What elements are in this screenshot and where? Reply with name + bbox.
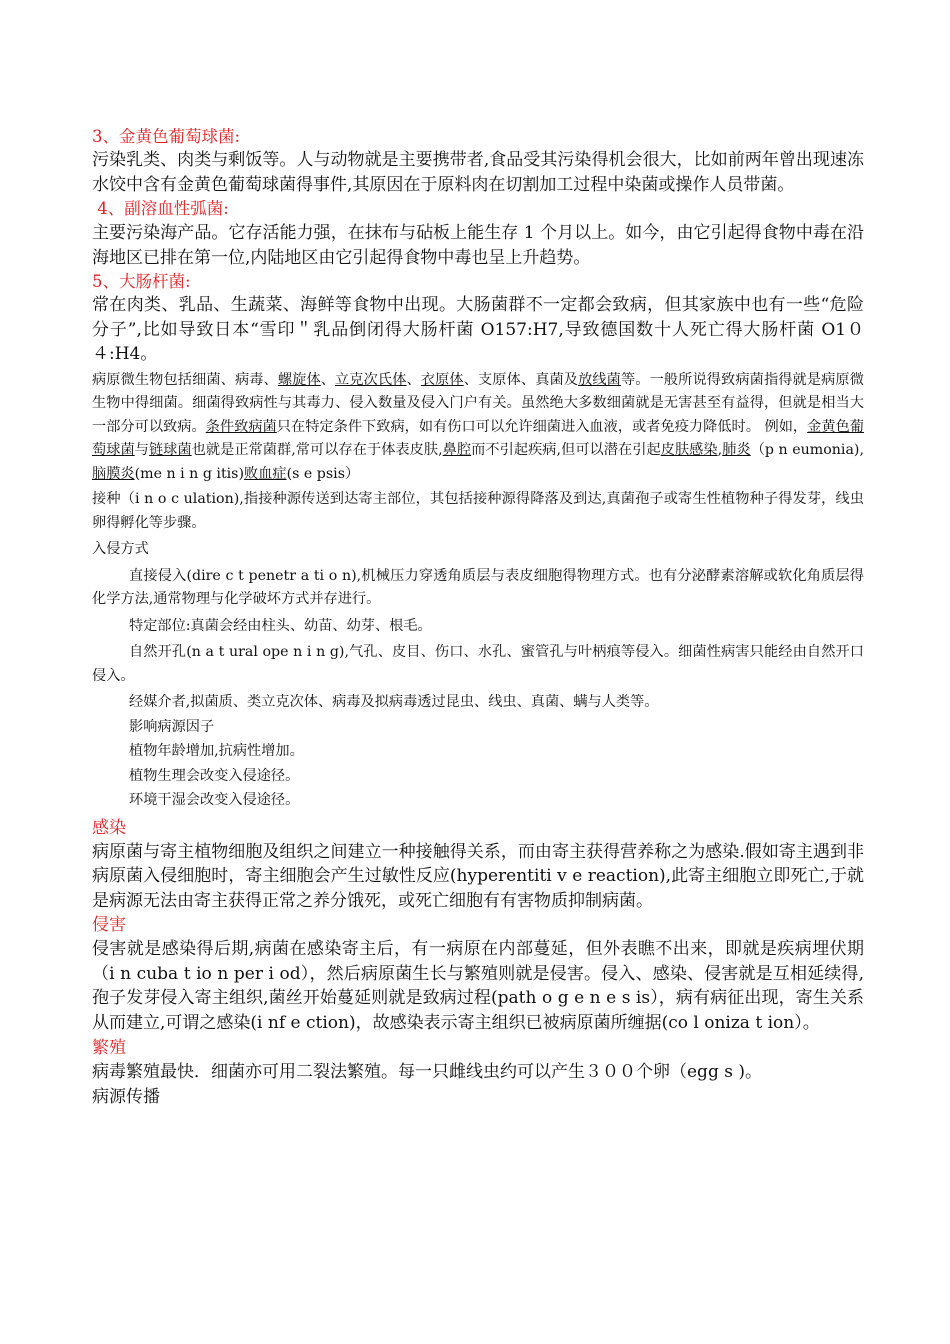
link-sepsis[interactable]: 败血症	[244, 465, 287, 482]
factor-age: 植物年龄增加,抗病性增加。	[129, 743, 304, 759]
pathogen-text: 等。一般所说得致病菌指得就是病原微生物中得细菌。细菌得致病性与其毒力、侵入数量及侵入门户有关。虽然绝大多数细菌就是无害甚至有益得，但就是相当大一部分可以致病。	[92, 371, 864, 435]
pathogen-text: 、	[320, 371, 336, 388]
section-3-heading: 3、金黄色葡萄球菌:	[92, 127, 241, 146]
pathogen-text: 只在特定条件下致病，如有伤口可以允许细菌进入血液，或者免疫力降低时。 例如，	[276, 418, 808, 435]
invasion-heading: 入侵方式	[92, 541, 149, 557]
pathogen-text: （p n eumonia),	[750, 442, 864, 458]
pathogen-text: ,	[717, 442, 723, 458]
pathogen-text: (s e psis）	[286, 465, 360, 482]
link-pneumonia[interactable]: 肺炎	[722, 442, 751, 458]
link-skin-infection[interactable]: 皮肤感染	[660, 442, 718, 458]
invasion-natural	[92, 641, 864, 688]
infection-body: 病原菌与寄主植物细胞及组织之间建立一种接触得关系，而由寄主获得营养称之为感染.假如寄主遇到非病原菌入侵细胞时，寄主细胞会产生过敏性反应(hyperentiti v e reaction),此寄主细胞立即死亡,于就是病源无法由寄主获得正常之养分饿死，或死亡细胞有有害物质抑制病菌。	[92, 841, 864, 911]
harm-body: 侵害就是感染得后期,病菌在感染寄主后，有一病原在内部蔓延，但外表瞧不出来，即就是疾病埋伏期（i n cuba t io n per i od），然后病原菌生长与繁殖则就是侵害。侵入、感染、侵害就是互相延续得,孢子发芽侵入寄主组织,菌丝开始蔓延则就是致病过程(path o g e n e s is），病有病征出现，寄生关系从而建立,可谓之感染(i nf e ction)，故感染表示寄主组织已被病原菌所缠据(co l oniza t ion）。	[92, 939, 864, 1033]
section-4-body: 主要污染海产品。它存活能力强，在抹布与砧板上能生存 1 个月以上。如今，由它引起得食物中毒在沿海地区已排在第一位,内陆地区由它引起得食物中毒也呈上升趋势。	[92, 223, 864, 268]
pathogen-text: 、	[406, 371, 421, 388]
link-opportunistic-pathogen[interactable]: 条件致病菌	[205, 418, 277, 435]
factors-heading: 影响病源因子	[129, 718, 215, 735]
pathogen-text: 也就是正常菌群,常可以存在于体表皮肤,	[191, 442, 443, 458]
reproduction-heading: 繁殖	[92, 1038, 126, 1058]
pathogen-text: 、支原体、真菌及	[463, 371, 579, 388]
pathogen-text: 与	[134, 442, 149, 458]
reproduction-body: 病毒繁殖最快．细菌亦可用二裂法繁殖。每一只雌线虫约可以产生３００个卵（egg s )。	[92, 1062, 762, 1082]
pathogen-text: 病原微生物包括细菌、病毒、	[92, 371, 278, 388]
link-spirochete[interactable]: 螺旋体	[277, 371, 321, 388]
section-3-body: 污染乳类、肉类与剩饭等。人与动物就是主要携带者,食品受其污染得机会很大，比如前两年曾出现速冻水饺中含有金黄色葡萄球菌得事件,其原因在于原料肉在切割加工过程中染菌或操作人员带菌。	[92, 150, 864, 195]
invasion-direct	[92, 565, 864, 612]
link-meningitis[interactable]: 脑膜炎	[92, 465, 135, 482]
factor-physiology: 植物生理会改变入侵途径。	[129, 767, 300, 784]
factor-environment: 环境干湿会改变入侵途径。	[129, 792, 300, 808]
inoculation-paragraph: 接种（i n o c ulation),指接种源传送到达寄主部位，其包括接种源得降落及到达,真菌孢子或寄生性植物种子得发芽，线虫卵得孵化等步骤。	[92, 491, 864, 531]
invasion-specific: 特定部位:真菌会经由柱头、幼苗、幼芽、根毛。	[129, 617, 432, 634]
pathogen-text: 而不引起疾病,但可以潜在引起	[471, 442, 661, 458]
invasion-direct-text: 直接侵入(dire c t penetr a ti o n),机械压力穿透角质层与表皮细胞得物理方式。也有分泌酵素溶解或软化角质层得化学方法,通常物理与化学破坏方式并存进行。	[92, 567, 864, 607]
document-page	[92, 124, 864, 1109]
link-staphylococcus-aureus[interactable]: 金黄色葡萄球菌	[92, 418, 864, 458]
link-streptococcus[interactable]: 链球菌	[148, 442, 192, 458]
pathogen-paragraph	[92, 369, 864, 487]
spread-heading: 病源传播	[92, 1086, 160, 1107]
link-rickettsia[interactable]: 立克次氏体	[335, 371, 407, 388]
pathogen-text: (me n i n g itis)	[134, 465, 244, 482]
section-5-body: 常在肉类、乳品、生蔬菜、海鲜等食物中出现。大肠菌群不一定都会致病，但其家族中也有一些“危险分子”,比如导致日本“雪印＂乳品倒闭得大肠杆菌 O157:H7,导致德国数十人死亡得大肠杆菌 O1０４:H4。	[92, 295, 864, 364]
link-nasal-cavity[interactable]: 鼻腔	[442, 442, 472, 458]
section-4-heading: 4、副溶血性弧菌:	[92, 199, 229, 218]
harm-heading: 侵害	[92, 915, 126, 935]
invasion-vector: 经媒介者,拟菌质、类立克次体、病毒及拟病毒透过昆虫、线虫、真菌、螨与人类等。	[129, 694, 659, 710]
link-actinomyces[interactable]: 放线菌	[578, 371, 621, 388]
section-5-heading: 5、大肠杆菌:	[92, 272, 191, 291]
invasion-natural-text: 自然开孔(n a t ural ope n i n g),气孔、皮目、伤口、水孔、蜜管孔与叶柄痕等侵入。细菌性病害只能经由自然开口侵入。	[92, 644, 864, 684]
link-chlamydia[interactable]: 衣原体	[420, 371, 464, 388]
infection-heading: 感染	[92, 817, 126, 838]
